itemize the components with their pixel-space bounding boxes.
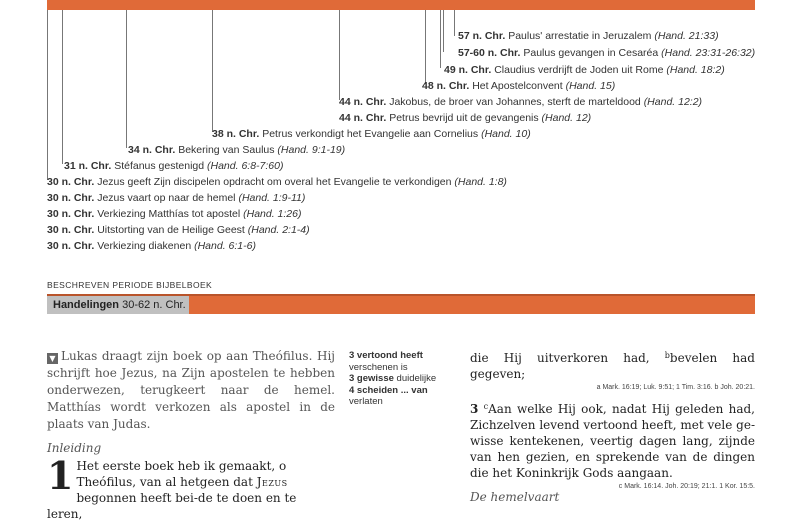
timeline-tick bbox=[339, 10, 340, 100]
chapter-summary bbox=[47, 348, 335, 433]
timeline-event: 30 n. Chr. Verkiezing diakenen (Hand. 6:1-6) bbox=[47, 240, 256, 252]
note-item: 4 scheiden ... van verlaten bbox=[349, 384, 428, 407]
timeline-event: 30 n. Chr. Jezus geeft Zijn discipelen opdracht om overal het Evangelie te verkondigen (Hand. 1:8) bbox=[47, 176, 507, 188]
timeline-event: 30 n. Chr. Uitstorting van de Heilige Geest (Hand. 2:1-4) bbox=[47, 224, 310, 236]
timeline-tick bbox=[454, 10, 455, 36]
summary-box-icon: ▼ bbox=[47, 353, 58, 364]
timeline-event: 31 n. Chr. Stéfanus gestenigd (Hand. 6:8-7:60) bbox=[64, 160, 284, 172]
period-label: BESCHREVEN PERIODE BIJBELBOEK bbox=[47, 280, 213, 290]
section-heading: De hemelvaart bbox=[470, 490, 560, 504]
book-period-indicator bbox=[47, 296, 189, 314]
book-name: Handelingen bbox=[53, 299, 120, 311]
timeline-event: 48 n. Chr. Het Apostelconvent (Hand. 15) bbox=[422, 80, 616, 92]
book-period-bar bbox=[47, 294, 755, 314]
cross-reference: a Mark. 16:19; Luk. 9:51; 1 Tim. 3:16. b Joh. 20:21. bbox=[596, 384, 755, 391]
timeline-tick bbox=[425, 10, 426, 84]
section-heading: Inleiding bbox=[47, 441, 102, 455]
timeline-tick bbox=[62, 10, 63, 164]
chapter-number: 1 bbox=[47, 453, 74, 498]
timeline-event: 49 n. Chr. Claudius verdrijft de Joden uit Rome (Hand. 18:2) bbox=[444, 64, 725, 76]
verse-3: 3 $^c$Aan welke Hij ook, nadat Hij geleden had, Zichzelven levend vertoond heeft, met vele ge-wisse kentekenen, veertig dagen lang, zijnde van hen gezien, en sprekende van de dingen die het Koninkrijk Gods aangaan. bbox=[470, 402, 755, 480]
timeline-tick bbox=[47, 10, 48, 180]
timeline-event: 30 n. Chr. Jezus vaart op naar de hemel (Hand. 1:9-11) bbox=[47, 192, 306, 204]
timeline-event: 44 n. Chr. Jakobus, de broer van Johannes, sterft de marteldood (Hand. 12:2) bbox=[339, 96, 703, 108]
verse-1: 1 Het eerste boek heb ik gemaakt, o Theófilus, van al hetgeen dat Jezus begonnen heeft bei-de te doen en te leren, bbox=[47, 453, 297, 521]
word-notes bbox=[349, 350, 459, 408]
timeline-bar bbox=[47, 0, 755, 10]
timeline-event: 38 n. Chr. Petrus verkondigt het Evangelie aan Cornelius (Hand. 10) bbox=[212, 128, 531, 140]
timeline-event: 34 n. Chr. Bekering van Saulus (Hand. 9:1-19) bbox=[128, 144, 346, 156]
timeline-tick bbox=[212, 10, 213, 132]
timeline-event: 57 n. Chr. Paulus' arrestatie in Jeruzalem (Hand. 21:33) bbox=[458, 30, 719, 42]
timeline-event: 57-60 n. Chr. Paulus gevangen in Cesaréa (Hand. 23:31-26:32) bbox=[458, 47, 756, 59]
summary-text: Lukas draagt zijn boek op aan Theófilus. Hij schrijft hoe Jezus, na Zijn apostelen te hebben onderwezen, terugkeert naar de hemel. Matthías wordt verkozen als apostel in de plaats van Judas. bbox=[47, 349, 335, 431]
timeline-event: 30 n. Chr. Verkiezing Matthías tot apostel (Hand. 1:26) bbox=[47, 208, 302, 220]
timeline-event: 44 n. Chr. Petrus bevrijd uit de gevangenis (Hand. 12) bbox=[339, 112, 592, 124]
verse-2-end: die Hij uitverkoren had, $^b$bevelen had gegeven; bbox=[470, 351, 755, 381]
timeline-tick bbox=[443, 10, 444, 52]
timeline-tick bbox=[440, 10, 441, 68]
book-range: 30-62 n. Chr. bbox=[122, 299, 186, 311]
bible-text-right bbox=[470, 348, 755, 492]
name-jesus: Jezus bbox=[256, 475, 288, 489]
note-item: 3 gewisse duidelijke bbox=[349, 373, 437, 384]
note-item: 3 vertoond heeft verschenen is bbox=[349, 350, 423, 373]
timeline-tick bbox=[126, 10, 127, 148]
cross-reference: c Mark. 16:14. Joh. 20:19; 21:1. 1 Kor. 15:5. bbox=[618, 483, 755, 490]
